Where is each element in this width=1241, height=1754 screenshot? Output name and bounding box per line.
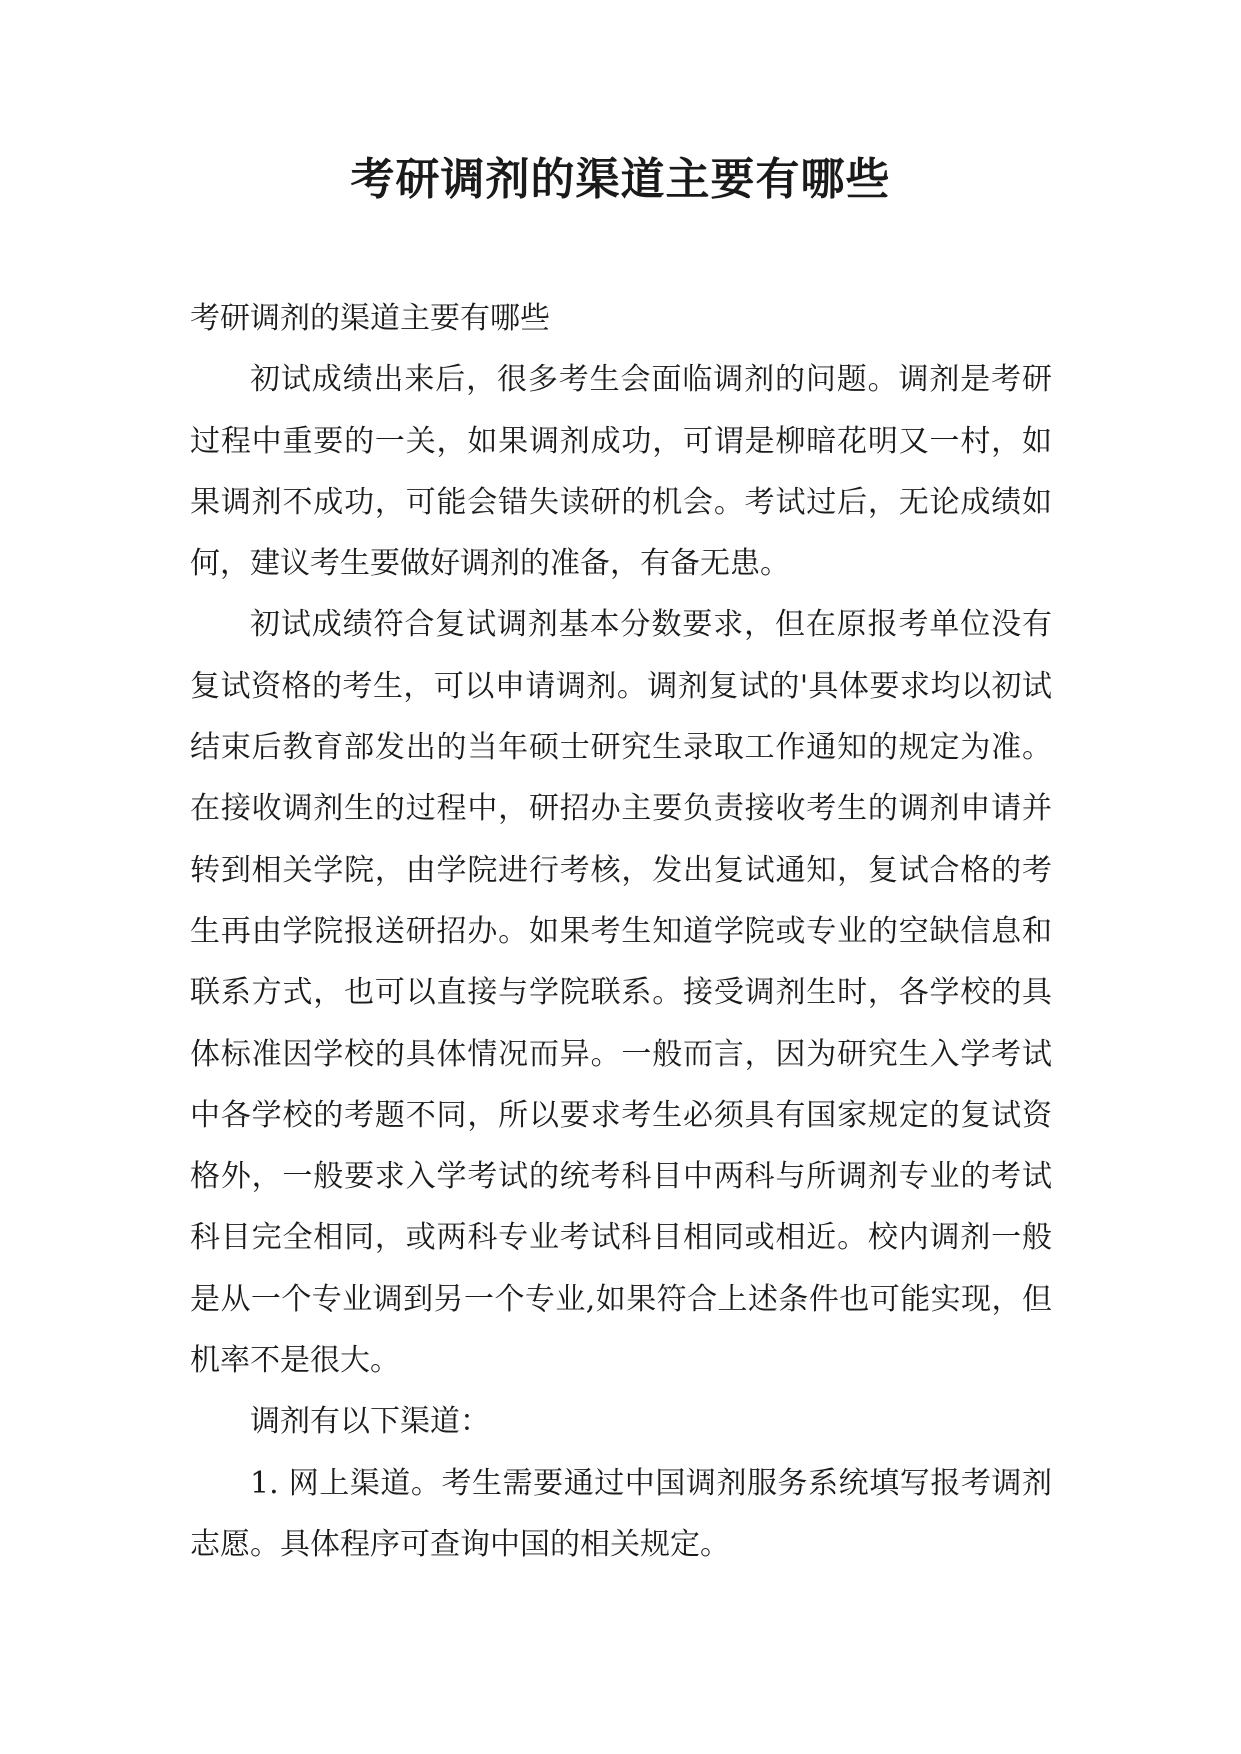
document-subtitle: 考研调剂的渠道主要有哪些	[190, 301, 550, 336]
document-body	[190, 288, 1052, 1575]
paragraph-channels-heading: 调剂有以下渠道：	[250, 1404, 490, 1440]
paragraph-online-channel: 1. 网上渠道。考生需要通过中国调剂服务系统填写报考调剂志愿。具体程序可查询中国的相关规定。	[190, 1465, 1052, 1562]
paragraph-intro: 初试成绩出来后，很多考生会面临调剂的问题。调剂是考研过程中重要的一关，如果调剂成功，可谓是柳暗花明又一村，如果调剂不成功，可能会错失读研的机会。考试过后，无论成绩如何，建议考生要做好调剂的准备，有备无患。	[190, 362, 1052, 582]
document-title: 考研调剂的渠道主要有哪些	[350, 154, 891, 205]
paragraph-requirements: 初试成绩符合复试调剂基本分数要求，但在原报考单位没有复试资格的考生，可以申请调剂。调剂复试的'具体要求均以初试结束后教育部发出的当年硕士研究生录取工作通知的规定为准。在接收调剂生的过程中，研招办主要负责接收考生的调剂申请并转到相关学院，由学院进行考核，发出复试通知，复试合格的考生再由学院报送研招办。如果考生知道学院或专业的空缺信息和联系方式，也可以直接与学院联系。接受调剂生时，各学校的具体标准因学校的具体情况而异。一般而言，因为研究生入学考试中各学校的考题不同，所以要求考生必须具有国家规定的复试资格外，一般要求入学考试的统考科目中两科与所调剂专业的考试科目完全相同，或两科专业考试科目相同或相近。校内调剂一般是从一个专业调到另一个专业,如果符合上述条件也可能实现，但机率不是很大。	[190, 607, 1052, 1379]
